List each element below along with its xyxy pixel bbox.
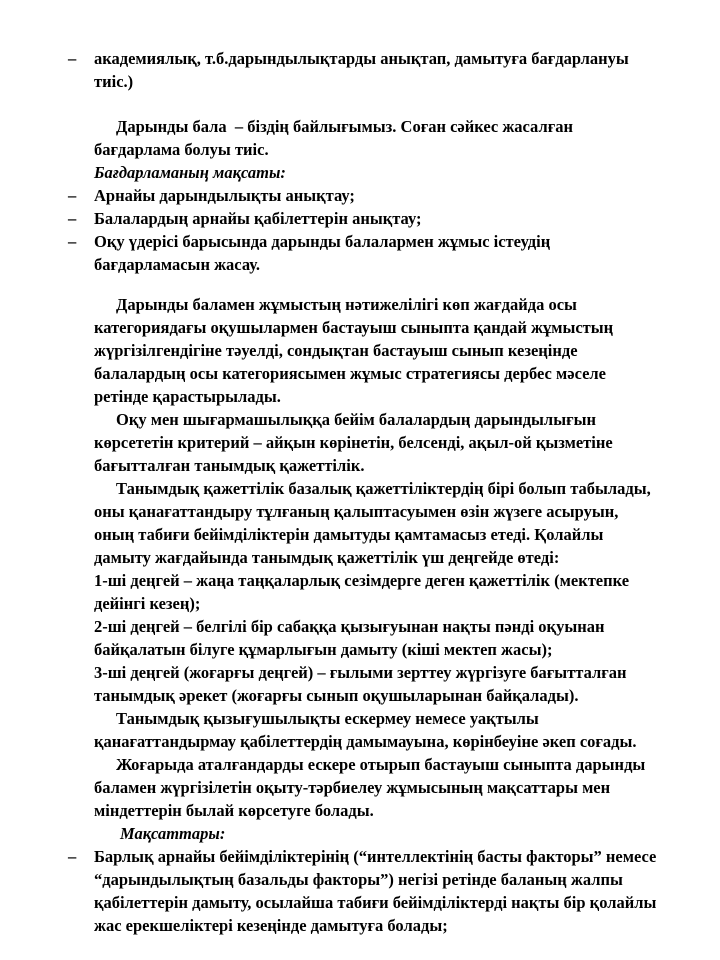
paragraph-level-2: 2-ші деңгей – белгілі бір сабаққа қызығуынан нақты пәнді оқуынан байқалатын білуге құмарлығын дамыту (кіші мектеп жасы); xyxy=(94,617,605,659)
list-item xyxy=(68,47,660,93)
bullet-dash: – xyxy=(68,49,77,68)
section-heading-goals: Мақсаттары: xyxy=(120,824,226,843)
paragraph-interest-neglect: Танымдық қызығушылықты ескермеу немесе уақтылы қанағаттандырмау қабілеттердің дамымауына, көрінбеуіне әкеп соғады. xyxy=(94,709,637,751)
paragraph-summary: Жоғарыда аталғандарды ескере отырып бастауыш сыныпта дарынды баламен жүргізілетін оқыту-тәрбиелеу жұмысының мақсаттары мен міндеттерін былай көрсетуге болады. xyxy=(94,755,646,820)
list-item-text: Балалардың арнайы қабілеттерін анықтау; xyxy=(94,209,422,228)
paragraph-work-effectiveness: Дарынды баламен жұмыстың нәтижелілігі көп жағдайда осы категориядағы оқушылармен бастауыш сыныпта қандай жұмыстың жүргізілгендігіне тәуелді, сондықтан бастауыш сынып кезеңінде балалардың осы категориясымен жұмыс стратегиясы дербес мәселе ретінде қарастырылады. xyxy=(94,295,614,406)
bullet-dash: – xyxy=(68,186,77,205)
bullet-dash: – xyxy=(68,209,77,228)
document-content xyxy=(68,47,660,937)
list-item-text: Арнайы дарындылықты анықтау; xyxy=(94,186,355,205)
list-item-text: Оқу үдерісі барысында дарынды балалармен жұмыс істеудің бағдарламасын жасау. xyxy=(94,232,551,274)
paragraph-gifted-child: Дарынды бала – біздің байлығымыз. Соған сәйкес жасалған бағдарлама болуы тиіс. xyxy=(94,117,573,159)
list-item-text: академиялық, т.б.дарындылықтарды анықтап, дамытуға бағдарлануы тиіс.) xyxy=(94,49,629,91)
blank-line xyxy=(68,93,660,115)
list-item xyxy=(68,845,660,937)
list-item xyxy=(68,230,660,276)
bullet-dash: – xyxy=(68,847,77,866)
list-item-text: Барлық арнайы бейімділіктерінің (“интеллектінің басты факторы” немесе “дарындылықтың базальды факторы”) негізі ретінде баланың жалпы қабілеттерін дамыту, осылайша табиғи бейімділіктерді нақты бір қолайлы жас ерекшеліктері кезеңінде дамытуға болады; xyxy=(94,847,657,935)
paragraph-criterion: Оқу мен шығармашылыққа бейім балалардың дарындылығын көрсететін критерий – айқын көрінетін, белсенді, ақыл-ой қызметіне бағытталған танымдық қажеттілік. xyxy=(94,410,613,475)
paragraph-cognitive-need: Танымдық қажеттілік базалық қажеттіліктердің бірі болып табылады, оны қанағаттандыру тұлғаның қалыптасуымен өзін жүзеге асыруын, оның табиғи бейімділіктерін дамытуды қамтамасыз етеді. Қолайлы дамыту жағдайында танымдық қажеттілік үш деңгейде өтеді: xyxy=(94,479,651,567)
bullet-dash: – xyxy=(68,232,77,251)
paragraph-level-3: 3-ші деңгей (жоғарғы деңгей) – ғылыми зерттеу жүргізуге бағытталған танымдық әрекет (жоғарғы сынып оқушыларынан байқалады). xyxy=(94,663,627,705)
blank-line xyxy=(68,276,660,293)
list-item xyxy=(68,184,660,207)
list-item xyxy=(68,207,660,230)
section-heading-program-goal: Бағдарламаның мақсаты: xyxy=(94,163,286,182)
paragraph-level-1: 1-ші деңгей – жаңа таңқаларлық сезімдерге деген қажеттілік (мектепке дейінгі кезең); xyxy=(94,571,630,613)
